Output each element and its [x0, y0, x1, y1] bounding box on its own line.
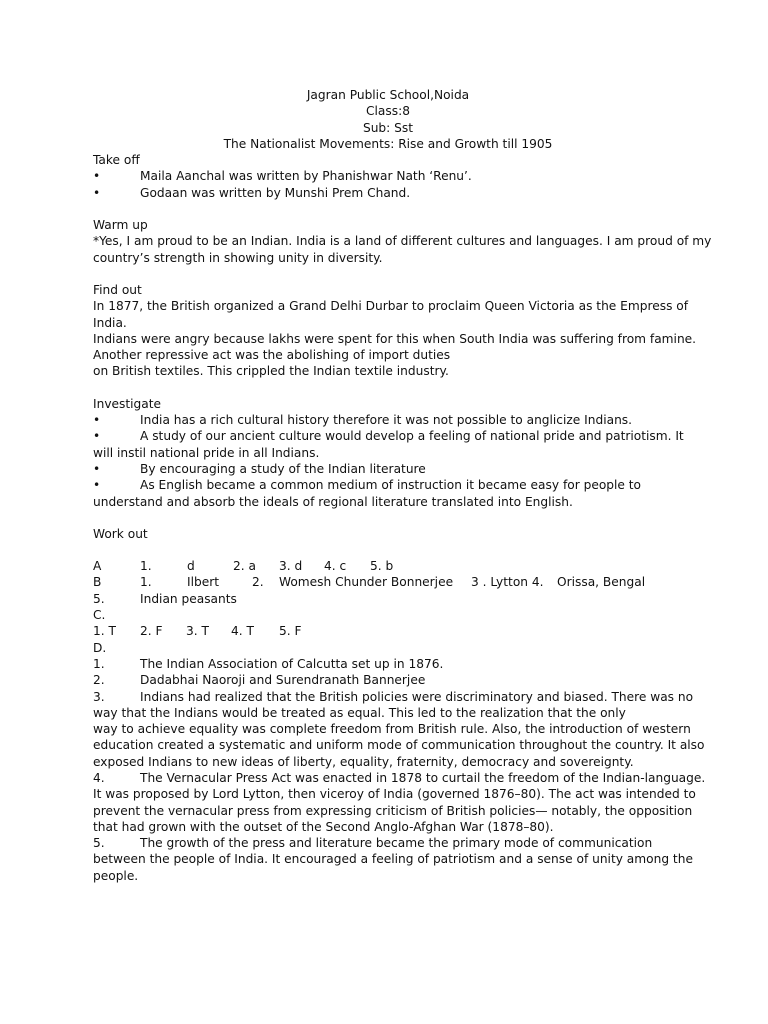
- paragraph-line: country’s strength in showing unity in diversity.: [93, 250, 383, 265]
- answer-number: 1.: [140, 559, 152, 574]
- answer-value: 2. a: [233, 559, 256, 574]
- answer-continuation: people.: [93, 868, 139, 883]
- list-item: [93, 477, 683, 493]
- section-heading: Warm up: [93, 218, 148, 233]
- find-out-section: [93, 282, 697, 380]
- answer-row-c: [93, 623, 683, 639]
- list-item-text: A study of our ancient culture would develop a feeling of national pride and patriotism. It: [140, 429, 684, 444]
- answer-continuation: It was proposed by Lord Lytton, then viceroy of India (governed 1876–80). The act was intended to: [93, 787, 696, 802]
- answer-item: [93, 672, 683, 688]
- paragraph-line: on British textiles. This crippled the Indian textile industry.: [93, 364, 449, 379]
- bullet-glyph: •: [93, 461, 101, 476]
- paragraph-line: In 1877, the British organized a Grand Delhi Durbar to proclaim Queen Victoria as the Empress of: [93, 299, 689, 314]
- section-heading: Work out: [93, 526, 148, 541]
- answer-continuation: way that the Indians would be treated as equal. This led to the realization that the only: [93, 705, 626, 720]
- answer-continuation: prevent the vernacular press from expressing criticism of British policies— notably, the opposition: [93, 803, 693, 818]
- answer-value: 5. b: [370, 559, 394, 574]
- answer-item: [93, 835, 683, 851]
- answer-text: Indians had realized that the British policies were discriminatory and biased. There was no: [140, 689, 694, 704]
- answer-value: Ilbert: [187, 575, 220, 590]
- row-label: A: [93, 559, 102, 574]
- section-heading: Find out: [93, 282, 142, 297]
- work-out-section: [93, 526, 706, 884]
- list-item-text: By encouraging a study of the Indian literature: [140, 461, 426, 476]
- chapter-title: The Nationalist Movements: Rise and Growth till 1905: [223, 136, 553, 151]
- list-item-text: Godaan was written by Munshi Prem Chand.: [140, 185, 411, 200]
- answer-continuation: between the people of India. It encouraged a feeling of patriotism and a sense of unity among the: [93, 852, 693, 867]
- answer-number: 5.: [93, 836, 105, 851]
- answer-value: 4. c: [324, 559, 347, 574]
- section-heading: Investigate: [93, 396, 162, 411]
- answer-text: The growth of the press and literature became the primary mode of communication: [140, 836, 653, 851]
- paragraph-line: Another repressive act was the abolishing of import duties: [93, 348, 451, 363]
- bullet-glyph: •: [93, 413, 101, 428]
- answer-value: 3. d: [279, 559, 303, 574]
- paragraph-line: Indians were angry because lakhs were spent for this when South India was suffering from famine.: [93, 331, 697, 346]
- answer-number: 1.: [93, 656, 105, 671]
- answer-number: 1.: [140, 575, 152, 590]
- answer-number: 2.: [93, 673, 105, 688]
- list-item-text: As English became a common medium of instruction it became easy for people to: [140, 478, 642, 493]
- answer-value: 4. T: [231, 624, 254, 639]
- bullet-glyph: •: [93, 169, 101, 184]
- answer-value: d: [187, 559, 195, 574]
- warm-up-section: [93, 217, 712, 266]
- list-item: [93, 185, 683, 201]
- answer-continuation: exposed Indians to new ideas of liberty, equality, fraternity, democracy and sovereignty.: [93, 754, 634, 769]
- answer-continuation: that had grown with the outset of the Second Anglo-Afghan War (1878–80).: [93, 819, 554, 834]
- row-label: D.: [93, 640, 107, 655]
- answer-text: The Indian Association of Calcutta set up in 1876.: [140, 656, 444, 671]
- list-item: [93, 412, 683, 428]
- answer-text: The Vernacular Press Act was enacted in 1878 to curtail the freedom of the Indian-language.: [140, 770, 706, 785]
- answer-number: 2.: [252, 575, 264, 590]
- answer-value: 2. F: [140, 624, 163, 639]
- document-header: [93, 87, 683, 152]
- list-item: [93, 168, 683, 184]
- list-item-continuation: understand and absorb the ideals of regional literature translated into English.: [93, 494, 573, 509]
- bullet-glyph: •: [93, 478, 101, 493]
- answer-continuation: way to achieve equality was complete freedom from British rule. Also, the introduction of western: [93, 722, 691, 737]
- row-label: C.: [93, 608, 106, 623]
- answer-text: Dadabhai Naoroji and Surendranath Bannerjee: [140, 673, 426, 688]
- answer-row-b-continued: [93, 591, 683, 607]
- answer-value: Orissa, Bengal: [557, 575, 646, 590]
- answer-item: [93, 770, 706, 786]
- list-item: [93, 428, 683, 444]
- list-item-text: Maila Aanchal was written by Phanishwar Nath ‘Renu’.: [140, 169, 472, 184]
- bullet-glyph: •: [93, 185, 101, 200]
- answer-item: [93, 656, 683, 672]
- answer-value: Womesh Chunder Bonnerjee: [279, 575, 454, 590]
- answer-row-b: [93, 574, 683, 590]
- paragraph-line: *Yes, I am proud to be an Indian. India is a land of different cultures and languages. I am proud of my: [93, 234, 712, 249]
- class-label: Class:8: [366, 104, 410, 119]
- answer-value: 3. T: [186, 624, 209, 639]
- answer-value: Indian peasants: [140, 591, 237, 606]
- subject-label: Sub: Sst: [362, 120, 414, 135]
- answer-item: [93, 689, 694, 705]
- list-item-text: India has a rich cultural history therefore it was not possible to anglicize Indians.: [140, 413, 633, 428]
- answer-value: 1. T: [93, 624, 116, 639]
- school-name: Jagran Public School,Noida: [306, 88, 470, 102]
- answer-value: 3 . Lytton 4.: [471, 575, 544, 590]
- row-label: B: [93, 575, 102, 590]
- list-item-continuation: will instil national pride in all Indians.: [93, 445, 320, 460]
- document-page: [93, 87, 712, 884]
- answer-number: 3.: [93, 689, 105, 704]
- answer-number: 4.: [93, 770, 105, 785]
- take-off-section: [93, 152, 683, 201]
- list-item: [93, 461, 683, 477]
- paragraph-line: India.: [93, 315, 127, 330]
- investigate-section: [93, 396, 683, 510]
- section-heading: Take off: [93, 153, 140, 168]
- bullet-glyph: •: [93, 429, 101, 444]
- answer-continuation: education created a systematic and uniform mode of communication throughout the country. It also: [93, 738, 705, 753]
- answer-value: 5. F: [279, 624, 302, 639]
- answer-number: 5.: [93, 591, 105, 606]
- answer-row-a: [93, 558, 683, 574]
